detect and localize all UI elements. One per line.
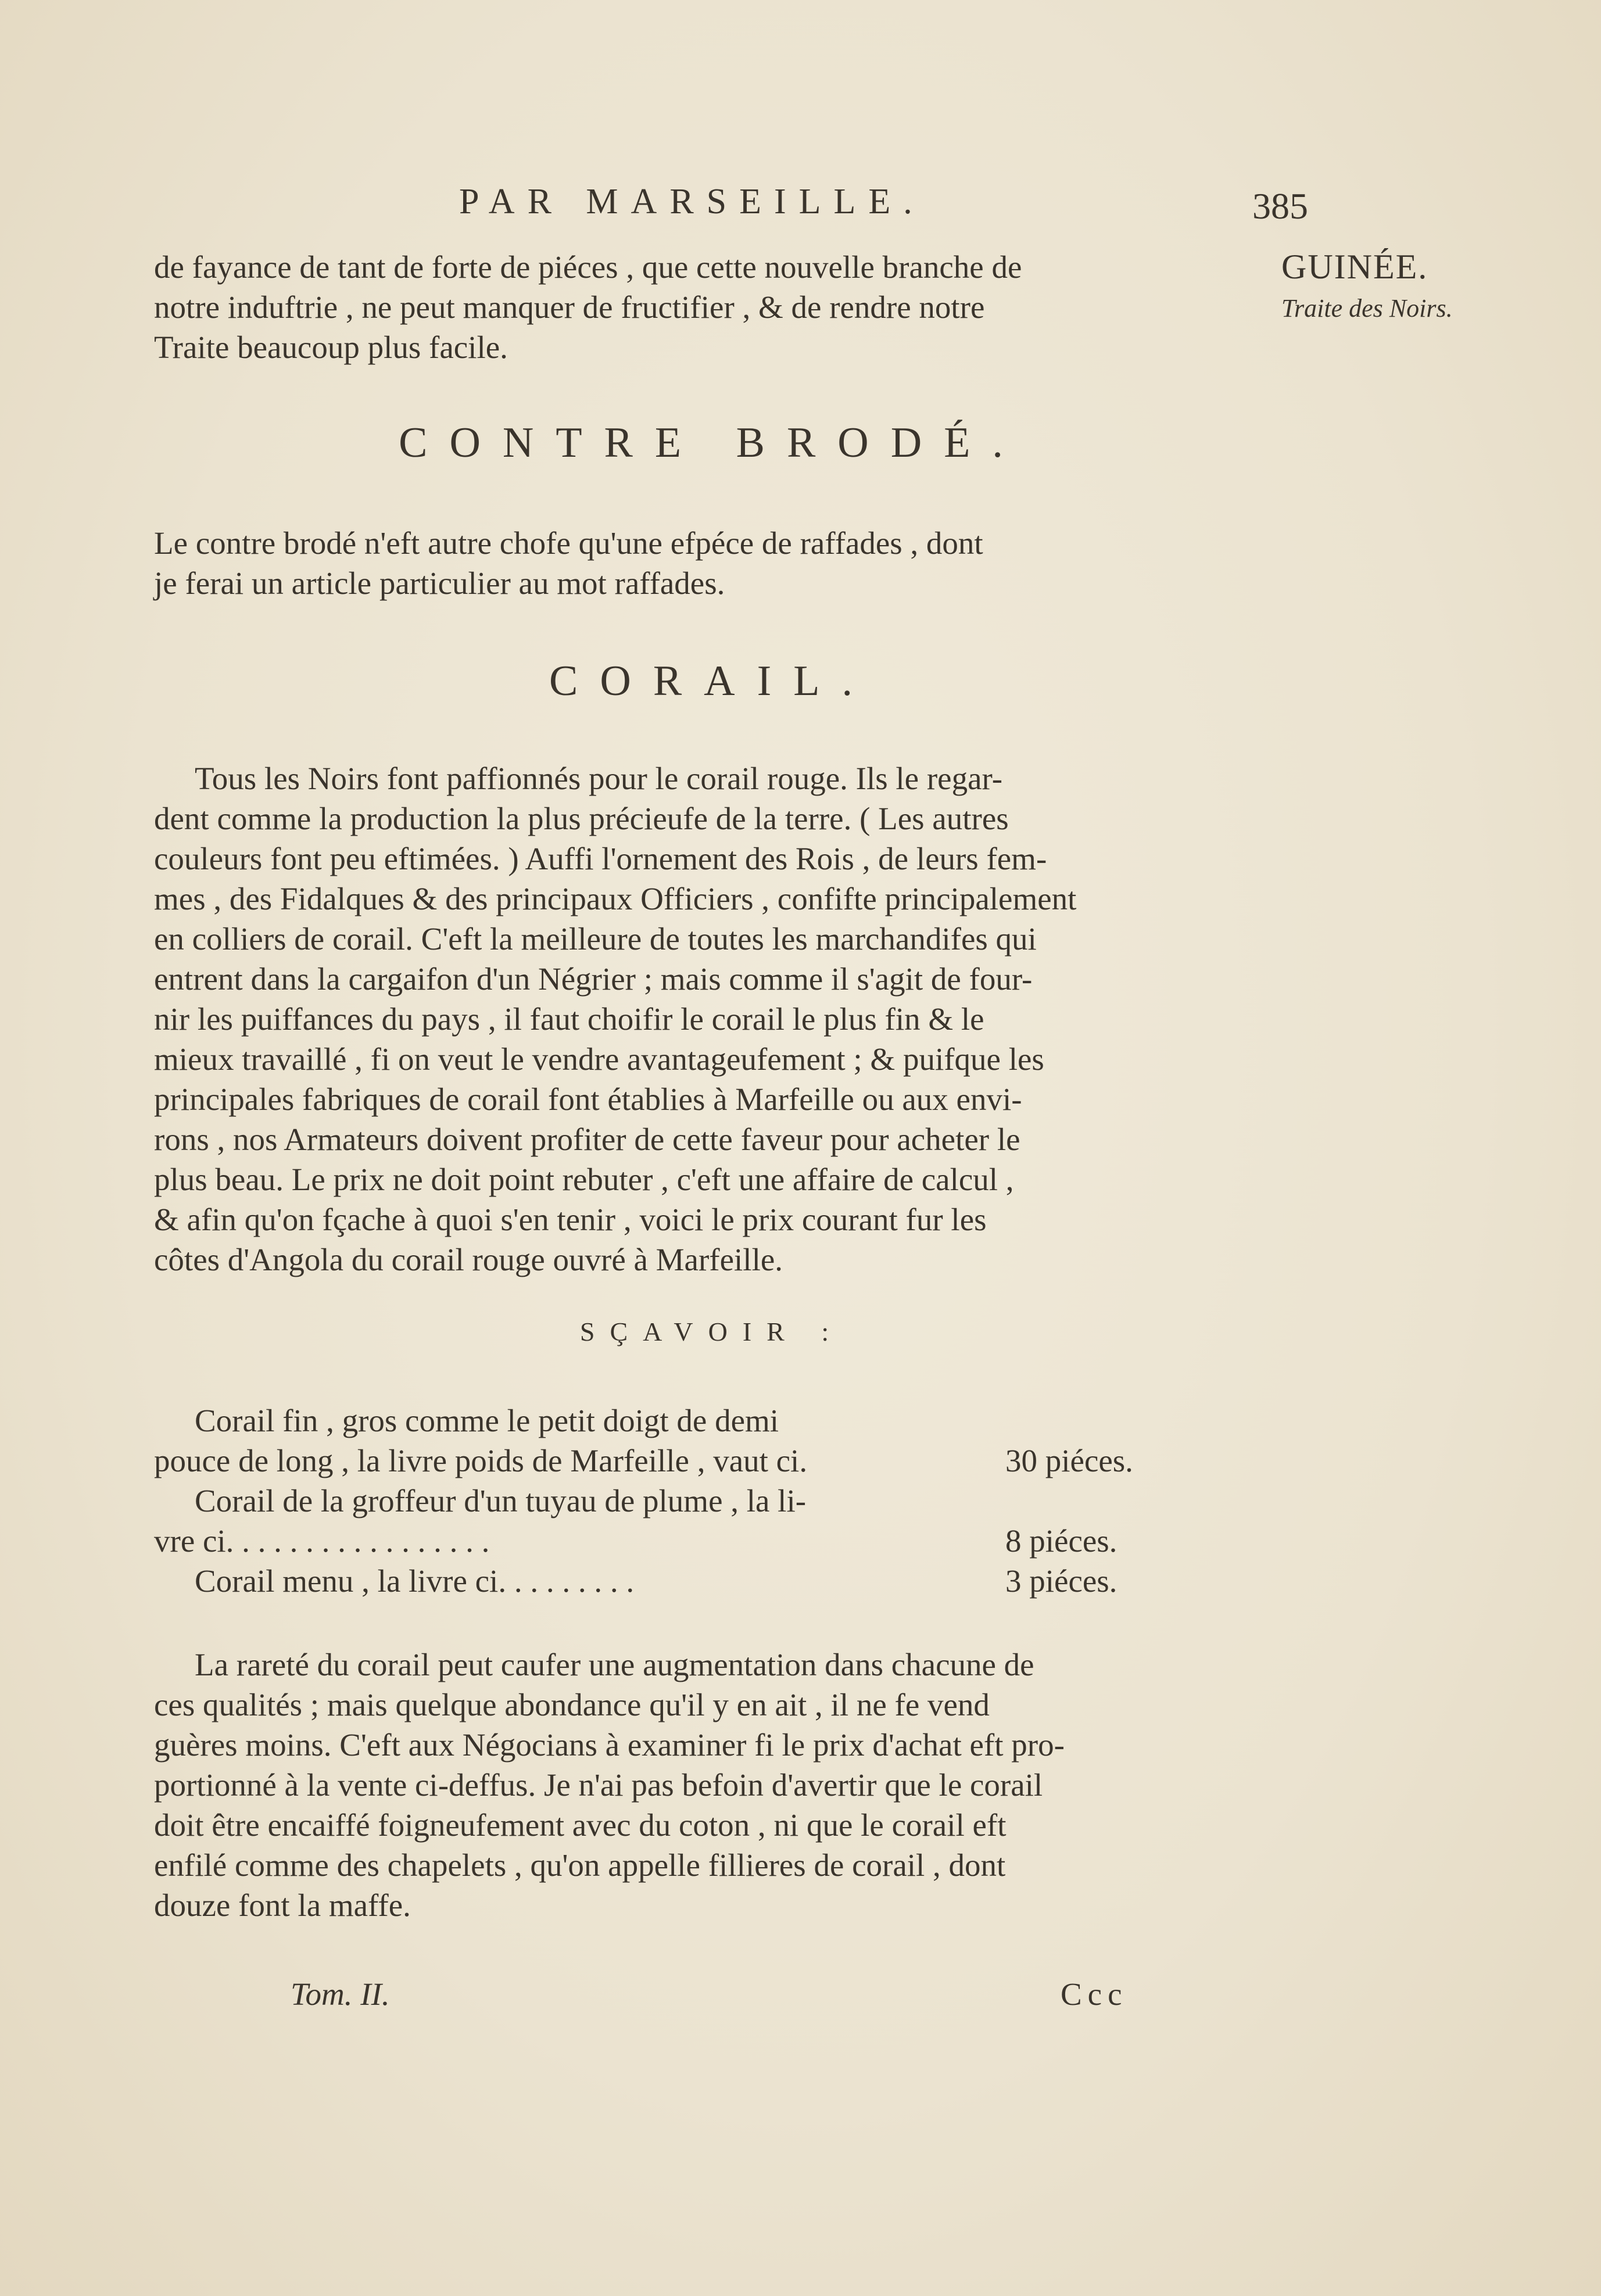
- text-line: je ferai un article particulier au mot raffades.: [154, 565, 725, 601]
- text-line: en colliers de corail. C'eft la meilleure de toutes les marchandifes qui: [154, 921, 1037, 957]
- text-line: portionné à la vente ci-deffus. Je n'ai pas befoin d'avertir que le corail: [154, 1767, 1043, 1803]
- contre-brode-paragraph: [154, 523, 1270, 603]
- text-line: La rareté du corail peut caufer une augmentation dans chacune de: [195, 1647, 1034, 1682]
- price-description: Corail de la groffeur d'un tuyau de plume , la li-: [195, 1483, 807, 1518]
- closing-paragraph: [154, 1645, 1270, 1925]
- price-description: vre ci. . . . . . . . . . . . . . . . .: [154, 1523, 490, 1559]
- section-title-corail: CORAIL.: [549, 657, 875, 705]
- text-line: mieux travaillé , fi on veut le vendre avantageufement ; & puifque les: [154, 1041, 1044, 1077]
- price-row: [154, 1400, 1171, 1441]
- text-line: guères moins. C'eft aux Négocians à examiner fi le prix d'achat eft pro-: [154, 1727, 1065, 1763]
- text-line: douze font la maffe.: [154, 1887, 411, 1923]
- signature-mark: Ccc: [1061, 1976, 1128, 2012]
- price-row: [154, 1441, 1171, 1481]
- text-line: doit être encaiffé foigneufement avec du coton , ni que le corail eft: [154, 1807, 1007, 1843]
- price-description: Corail menu , la livre ci. . . . . . . . .: [195, 1563, 635, 1599]
- text-line: Tous les Noirs font paffionnés pour le corail rouge. Ils le regar-: [195, 761, 1003, 796]
- price-value: 3 piéces.: [1005, 1563, 1118, 1599]
- price-row: [154, 1521, 1171, 1561]
- margin-note-topic: Traite des Noirs.: [1281, 294, 1453, 323]
- corail-paragraph: [154, 758, 1270, 1280]
- savoir-heading: SÇAVOIR :: [579, 1317, 844, 1346]
- price-description: Corail fin , gros comme le petit doigt de demi: [195, 1403, 779, 1438]
- price-description: pouce de long , la livre poids de Marfeille , vaut ci.: [154, 1443, 808, 1478]
- text-line: notre induftrie , ne peut manquer de fructifier , & de rendre notre: [154, 289, 985, 325]
- text-line: dent comme la production la plus précieufe de la terre. ( Les autres: [154, 801, 1009, 836]
- price-row: [154, 1481, 1171, 1521]
- page-number: 385: [1252, 185, 1308, 227]
- price-row: [154, 1561, 1171, 1601]
- text-line: principales fabriques de corail font établies à Marfeille ou aux envi-: [154, 1081, 1022, 1117]
- text-line: rons , nos Armateurs doivent profiter de cette faveur pour acheter le: [154, 1122, 1020, 1157]
- margin-note-region: GUINÉE.: [1281, 248, 1428, 286]
- text-line: & afin qu'on fçache à quoi s'en tenir , voici le prix courant fur les: [154, 1202, 987, 1237]
- text-line: Le contre brodé n'eft autre chofe qu'une efpéce de raffades , dont: [154, 525, 983, 561]
- text-line: côtes d'Angola du corail rouge ouvré à Marfeille.: [154, 1242, 783, 1277]
- text-line: ces qualités ; mais quelque abondance qu'il y en ait , il ne fe vend: [154, 1687, 990, 1722]
- text-line: nir les puiffances du pays , il faut choifir le corail le plus fin & le: [154, 1001, 984, 1037]
- text-line: Traite beaucoup plus facile.: [154, 329, 508, 365]
- price-value: 30 piéces.: [1005, 1443, 1133, 1478]
- text-line: mes , des Fidalques & des principaux Officiers , confifte principalement: [154, 881, 1077, 916]
- text-line: enfilé comme des chapelets , qu'on appelle fillieres de corail , dont: [154, 1847, 1006, 1883]
- text-line: couleurs font peu eftimées. ) Auffi l'ornement des Rois , de leurs fem-: [154, 841, 1047, 876]
- text-line: entrent dans la cargaifon d'un Négrier ; mais comme il s'agit de four-: [154, 961, 1033, 997]
- text-line: plus beau. Le prix ne doit point rebuter , c'eft une affaire de calcul ,: [154, 1162, 1014, 1197]
- volume-mark: Tom. II.: [291, 1976, 390, 2012]
- text-line: de fayance de tant de forte de piéces , que cette nouvelle branche de: [154, 249, 1022, 285]
- price-value: 8 piéces.: [1005, 1523, 1118, 1559]
- section-title-contre-brode: CONTRE BRODÉ.: [399, 419, 1025, 467]
- running-head: PAR MARSEILLE.: [459, 182, 925, 221]
- intro-paragraph: [154, 247, 1270, 367]
